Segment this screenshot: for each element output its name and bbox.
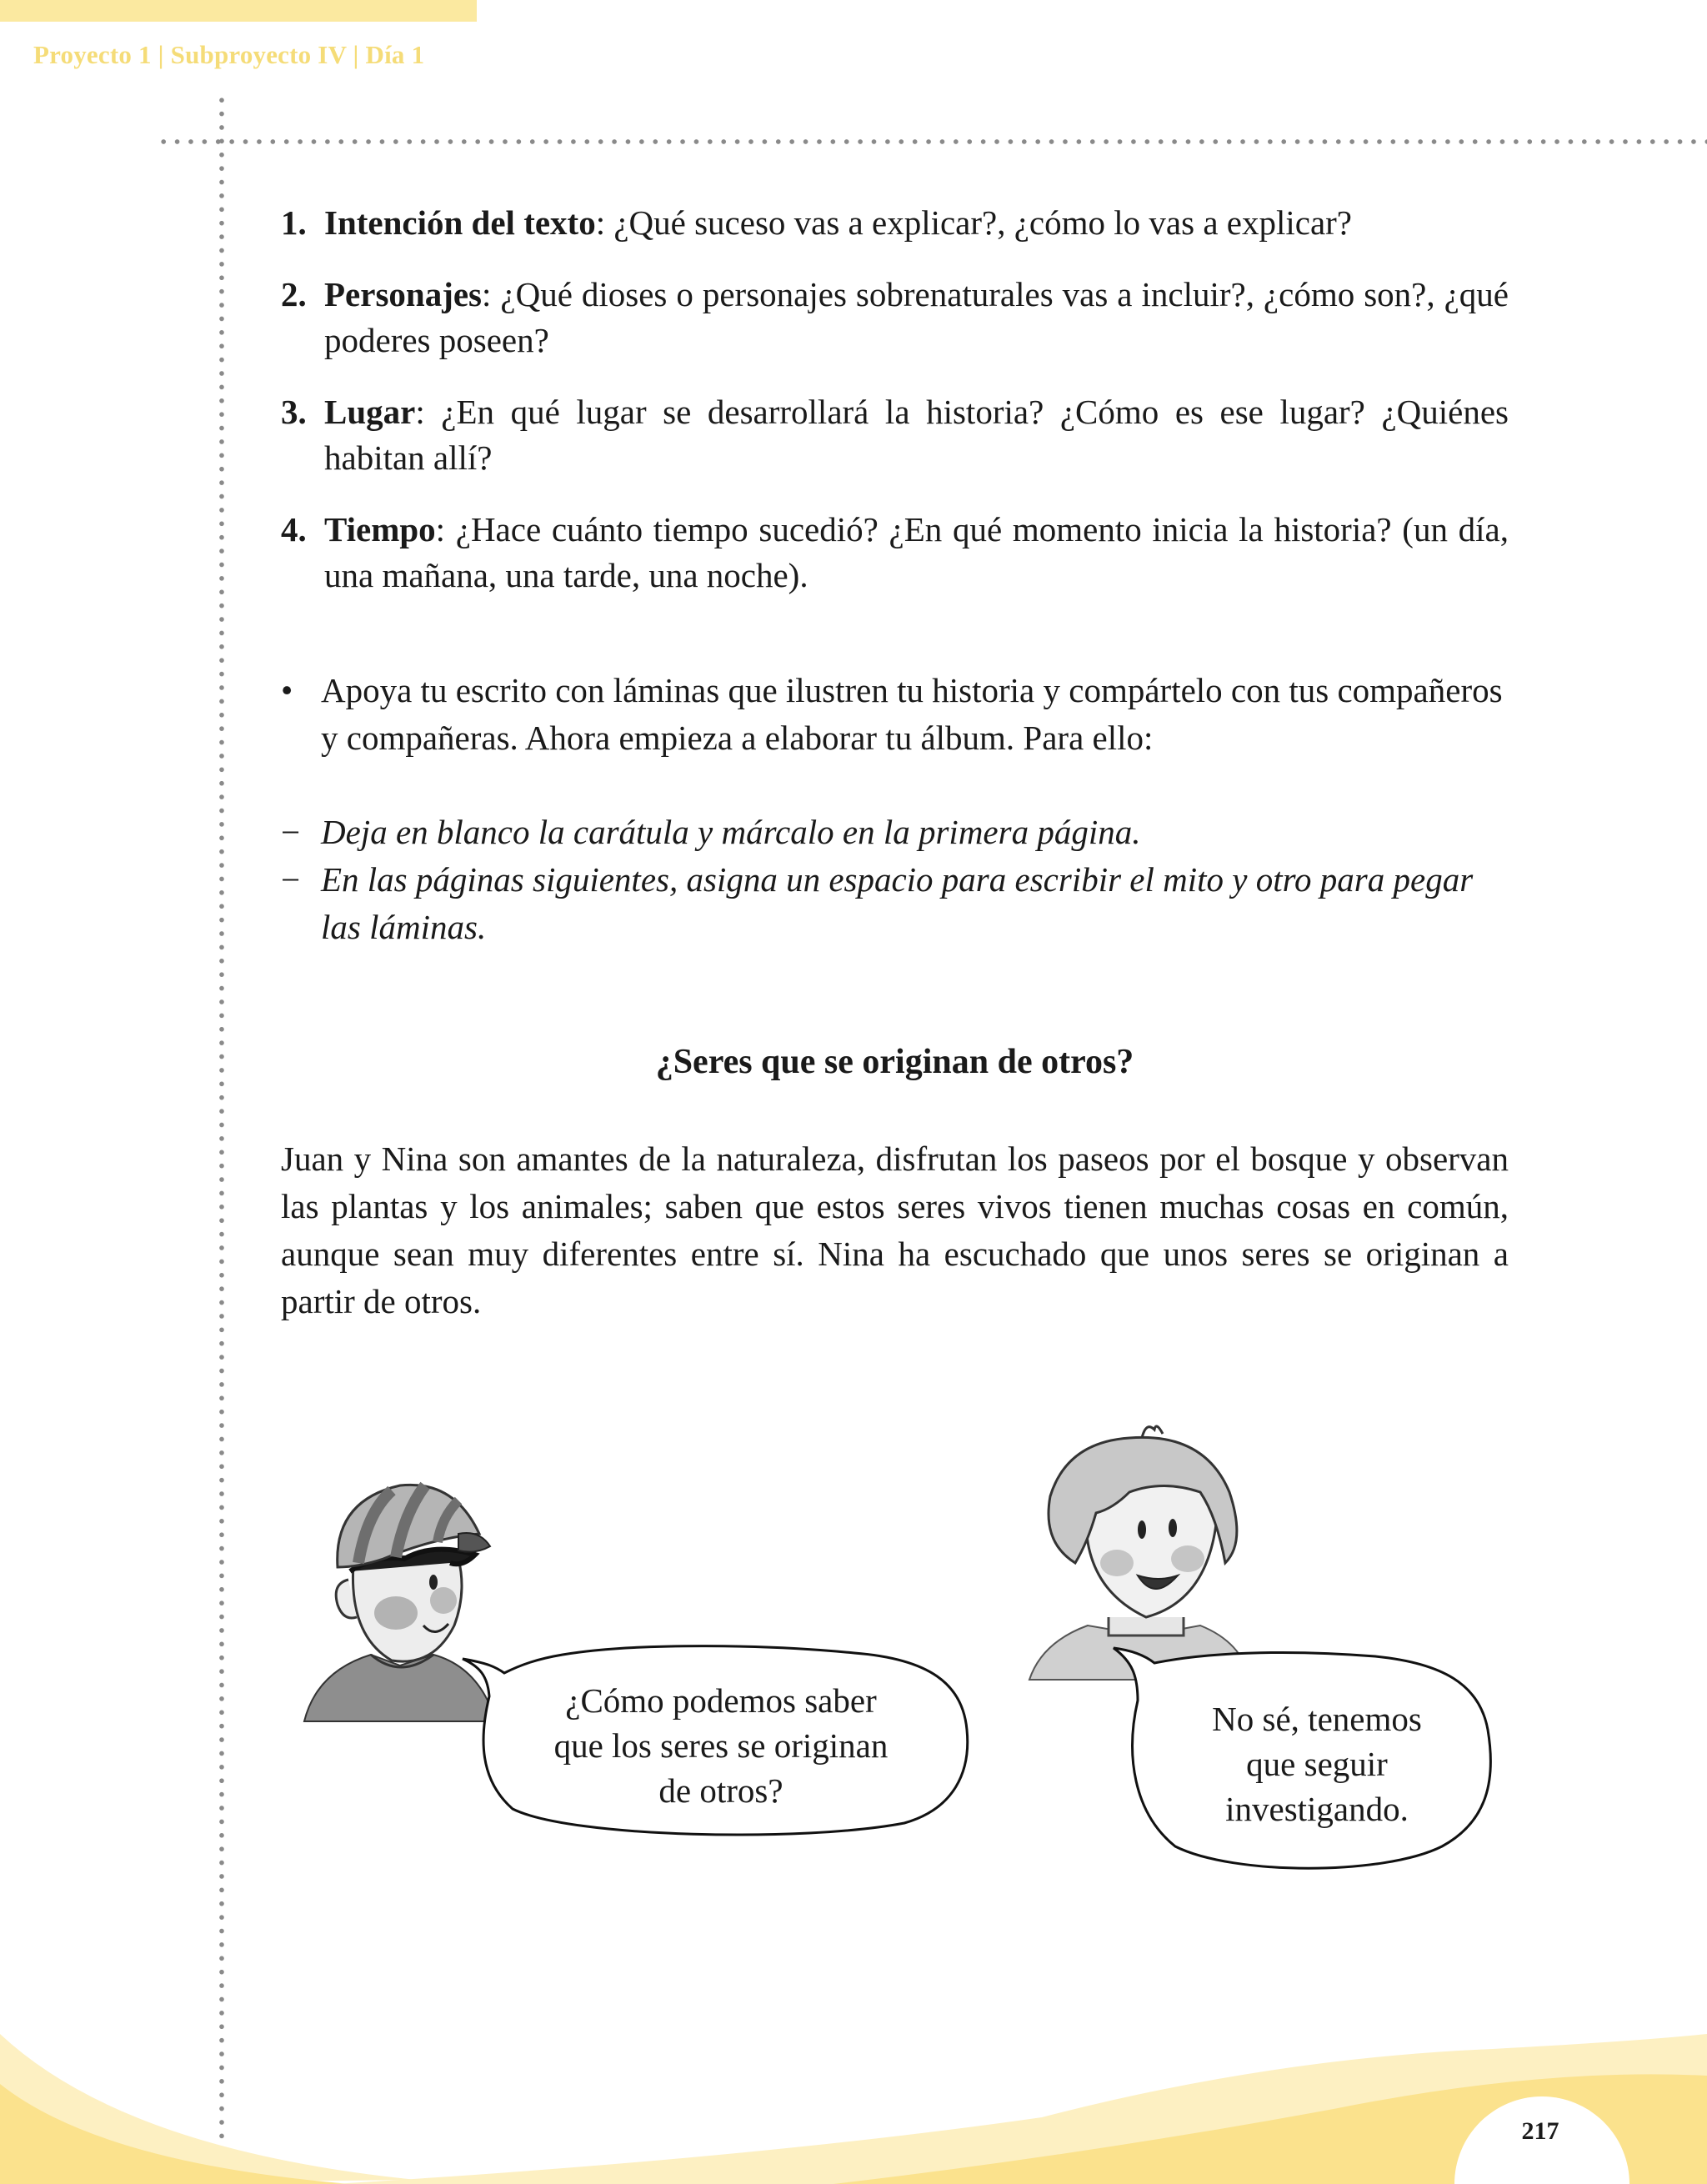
- nina-speech-line: que seguir: [1246, 1745, 1388, 1783]
- dash-mark: −: [281, 813, 301, 851]
- dotted-margin-line-horizontal: [157, 139, 1707, 144]
- nina-speech-line: investigando.: [1225, 1790, 1409, 1828]
- question-text: : ¿En qué lugar se desarrollará la historia? ¿Cómo es ese lugar? ¿Quiénes habitan allí?: [324, 393, 1509, 477]
- juan-speech-line: ¿Cómo podemos saber: [565, 1681, 877, 1720]
- section-title: ¿Seres que se originan de otros?: [655, 1043, 1134, 1081]
- juan-speech-text: [500, 1678, 942, 1813]
- question-text: : ¿Qué suceso vas a explicar?, ¿cómo lo vas a explicar?: [595, 203, 1352, 242]
- footer-wave-decoration: [0, 1984, 1707, 2184]
- question-term: Tiempo: [324, 510, 436, 549]
- question-term: Lugar: [324, 393, 416, 431]
- bullet-instruction: [281, 667, 1509, 762]
- nina-speech-text: [1150, 1696, 1484, 1831]
- section-paragraph: Juan y Nina son amantes de la naturaleza, disfrutan los paseos por el bosque y observan las plantas y los animales; saben que estos seres vivos tienen muchas cosas en común, aunque sean muy diferentes entre sí. Nina ha escuchado que unos seres se originan a partir de otros.: [281, 1140, 1509, 1320]
- dash-item-2: [281, 856, 1509, 951]
- header-accent-bar: [0, 0, 477, 22]
- question-number: 1.: [281, 203, 307, 242]
- question-text: : ¿Qué dioses o personajes sobrenaturales vas a incluir?, ¿cómo son?, ¿qué poderes poseen?: [324, 275, 1509, 359]
- dotted-margin-line-vertical: [219, 93, 224, 2184]
- juan-speech-line: de otros?: [658, 1771, 783, 1810]
- question-item-2: [281, 272, 1509, 363]
- juan-speech-line: que los seres se originan: [553, 1726, 889, 1765]
- bullet-text: Apoya tu escrito con láminas que ilustren tu historia y compártelo con tus compañeros y compañeras. Ahora empieza a elaborar tu álbum. Para ello:: [321, 671, 1503, 757]
- bullet-mark: •: [281, 671, 293, 709]
- question-number: 4.: [281, 510, 307, 549]
- question-number: 3.: [281, 393, 307, 431]
- dash-item-1: [281, 809, 1509, 856]
- question-term: Personajes: [324, 275, 483, 313]
- question-item-4: [281, 507, 1509, 599]
- question-number: 2.: [281, 275, 307, 313]
- page-number: 217: [1521, 2117, 1559, 2145]
- nina-speech-line: No sé, tenemos: [1212, 1700, 1422, 1738]
- dash-mark: −: [281, 860, 301, 899]
- running-head: Proyecto 1 | Subproyecto IV | Día 1: [33, 40, 425, 69]
- question-text: : ¿Hace cuánto tiempo sucedió? ¿En qué momento inicia la historia? (un día, una mañana, una tarde, una noche).: [324, 510, 1509, 594]
- question-item-1: [281, 200, 1509, 246]
- question-term: Intención del texto: [324, 203, 596, 242]
- question-item-3: [281, 389, 1509, 481]
- dash-text: Deja en blanco la carátula y márcalo en la primera página.: [321, 813, 1141, 851]
- dash-text: En las páginas siguientes, asigna un espacio para escribir el mito y otro para pegar las láminas.: [321, 860, 1474, 946]
